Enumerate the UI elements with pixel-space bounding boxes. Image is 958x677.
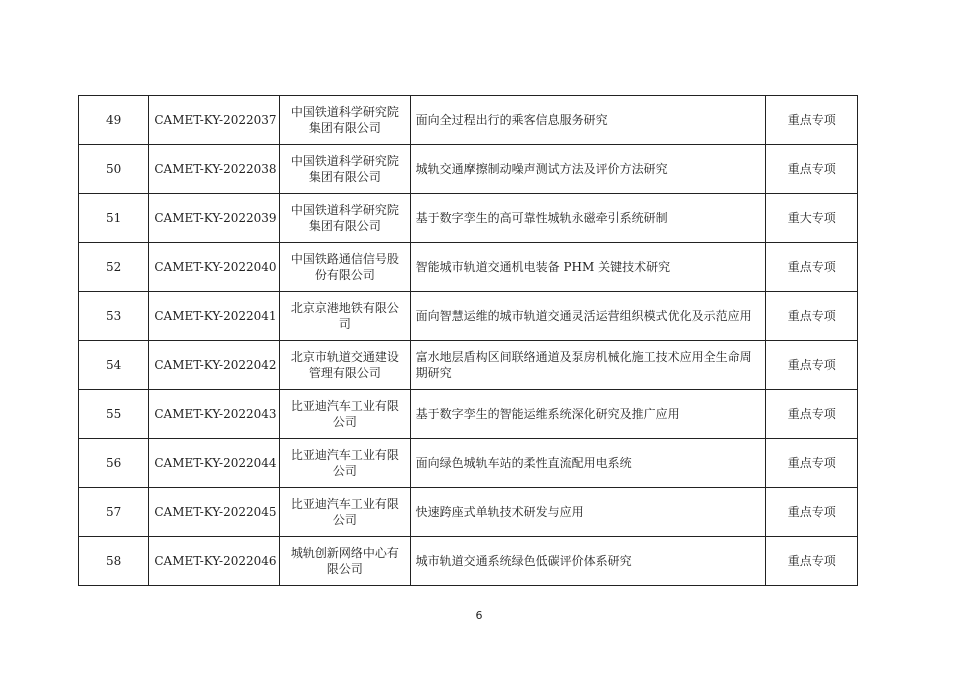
project-title: 城市轨道交通系统绿色低碳评价体系研究 — [410, 537, 766, 586]
table-row — [79, 439, 858, 488]
organization: 中国铁道科学研究院集团有限公司 — [280, 194, 411, 243]
row-number: 51 — [79, 194, 149, 243]
table-row — [79, 145, 858, 194]
organization: 比亚迪汽车工业有限公司 — [280, 439, 411, 488]
organization: 比亚迪汽车工业有限公司 — [280, 390, 411, 439]
project-code: CAMET-KY-2022041 — [149, 292, 280, 341]
project-code: CAMET-KY-2022042 — [149, 341, 280, 390]
project-title: 富水地层盾构区间联络通道及泵房机械化施工技术应用全生命周期研究 — [410, 341, 766, 390]
table-row — [79, 341, 858, 390]
project-type: 重点专项 — [766, 537, 858, 586]
organization: 城轨创新网络中心有限公司 — [280, 537, 411, 586]
row-number: 55 — [79, 390, 149, 439]
project-title: 城轨交通摩擦制动噪声测试方法及评价方法研究 — [410, 145, 766, 194]
project-title: 智能城市轨道交通机电装备 PHM 关键技术研究 — [410, 243, 766, 292]
table-row — [79, 488, 858, 537]
project-code: CAMET-KY-2022044 — [149, 439, 280, 488]
table-row — [79, 194, 858, 243]
project-type: 重点专项 — [766, 292, 858, 341]
table-row — [79, 243, 858, 292]
organization: 中国铁道科学研究院集团有限公司 — [280, 96, 411, 145]
project-code: CAMET-KY-2022045 — [149, 488, 280, 537]
project-title: 面向全过程出行的乘客信息服务研究 — [410, 96, 766, 145]
project-title: 面向智慧运维的城市轨道交通灵活运营组织模式优化及示范应用 — [410, 292, 766, 341]
project-code: CAMET-KY-2022039 — [149, 194, 280, 243]
project-type: 重点专项 — [766, 390, 858, 439]
project-type: 重点专项 — [766, 488, 858, 537]
project-title: 基于数字孪生的智能运维系统深化研究及推广应用 — [410, 390, 766, 439]
row-number: 54 — [79, 341, 149, 390]
organization: 中国铁路通信信号股份有限公司 — [280, 243, 411, 292]
project-title: 快速跨座式单轨技术研发与应用 — [410, 488, 766, 537]
table-row — [79, 537, 858, 586]
project-code: CAMET-KY-2022040 — [149, 243, 280, 292]
project-code: CAMET-KY-2022038 — [149, 145, 280, 194]
project-type: 重点专项 — [766, 439, 858, 488]
project-type: 重点专项 — [766, 96, 858, 145]
row-number: 58 — [79, 537, 149, 586]
project-title: 基于数字孪生的高可靠性城轨永磁牵引系统研制 — [410, 194, 766, 243]
project-table — [78, 95, 858, 586]
row-number: 53 — [79, 292, 149, 341]
project-type: 重点专项 — [766, 243, 858, 292]
project-type: 重大专项 — [766, 194, 858, 243]
row-number: 52 — [79, 243, 149, 292]
row-number: 49 — [79, 96, 149, 145]
project-code: CAMET-KY-2022037 — [149, 96, 280, 145]
row-number: 50 — [79, 145, 149, 194]
organization: 比亚迪汽车工业有限公司 — [280, 488, 411, 537]
organization: 北京京港地铁有限公司 — [280, 292, 411, 341]
project-type: 重点专项 — [766, 341, 858, 390]
project-code: CAMET-KY-2022046 — [149, 537, 280, 586]
project-title: 面向绿色城轨车站的柔性直流配用电系统 — [410, 439, 766, 488]
row-number: 57 — [79, 488, 149, 537]
table-row — [79, 292, 858, 341]
organization: 中国铁道科学研究院集团有限公司 — [280, 145, 411, 194]
table-row — [79, 96, 858, 145]
project-type: 重点专项 — [766, 145, 858, 194]
project-code: CAMET-KY-2022043 — [149, 390, 280, 439]
table-row — [79, 390, 858, 439]
row-number: 56 — [79, 439, 149, 488]
page-number: 6 — [475, 609, 483, 622]
organization: 北京市轨道交通建设管理有限公司 — [280, 341, 411, 390]
